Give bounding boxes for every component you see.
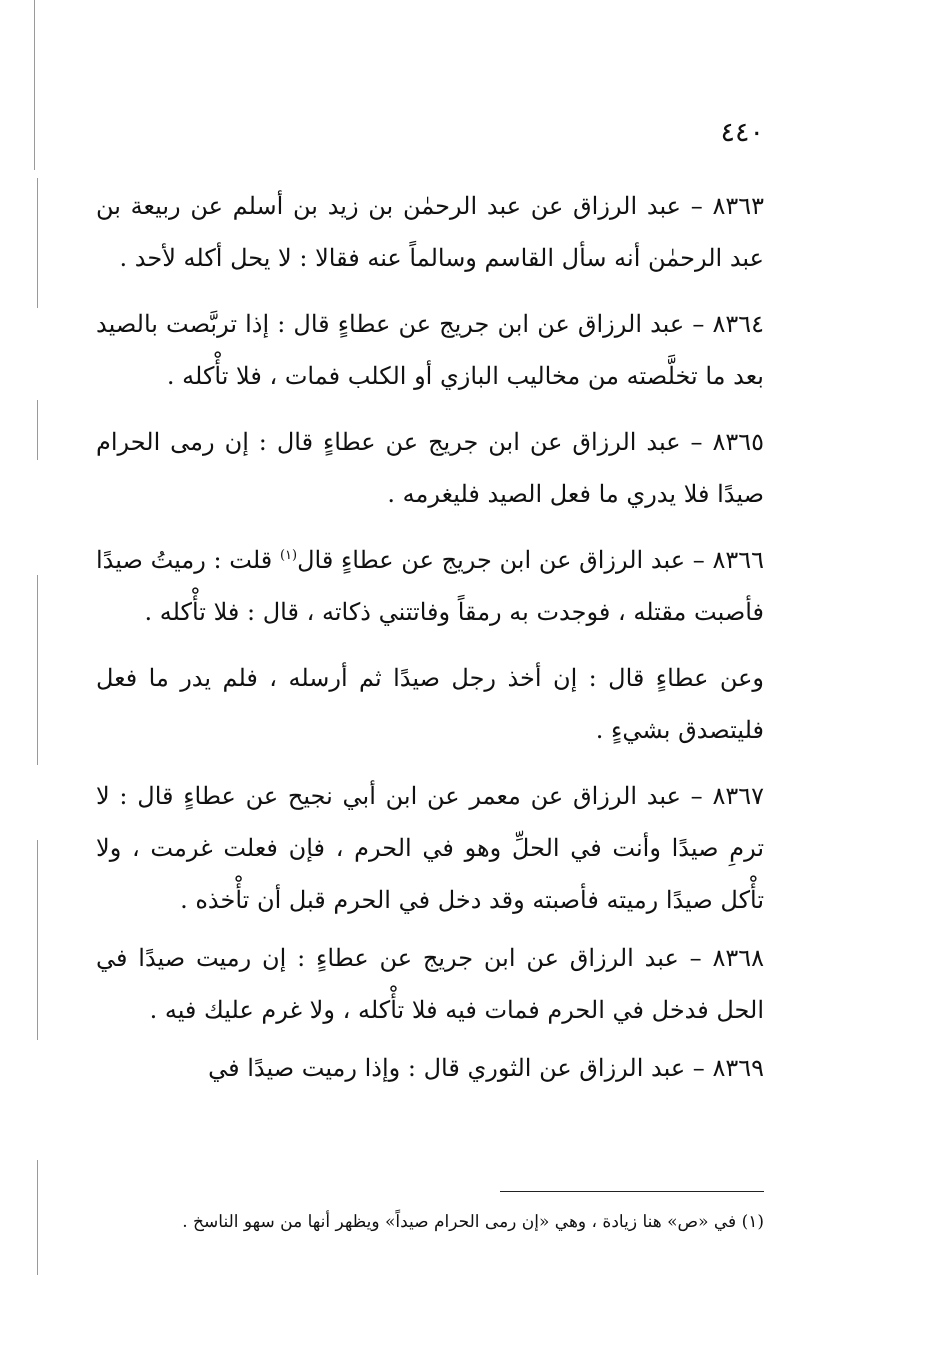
scan-margin-line	[37, 840, 38, 1040]
hadith-8366-chain: ٨٣٦٦ – عبد الرزاق عن ابن جريج عن عطاءٍ قال	[297, 546, 764, 574]
scan-margin-line	[37, 575, 38, 765]
hadith-8366	[96, 534, 764, 638]
hadith-8368: ٨٣٦٨ – عبد الرزاق عن ابن جريج عن عطاءٍ : إن رميت صيدًا في الحل فدخل في الحرم فمات فيه فلا تأْكله ، ولا غرم عليك فيه .	[96, 944, 764, 1024]
hadith-8369: ٨٣٦٩ – عبد الرزاق عن الثوري قال : وإذا رميت صيدًا في	[208, 1054, 764, 1082]
scan-margin-line	[37, 1160, 38, 1275]
scan-margin-line	[37, 178, 38, 308]
footnote-divider	[500, 1191, 764, 1192]
hadith-8364: ٨٣٦٤ – عبد الرزاق عن ابن جريج عن عطاءٍ قال : إذا تربَّصت بالصيد بعد ما تخلَّصته من مخاليب البازي أو الكلب فمات ، فلا تأْكله .	[96, 310, 764, 390]
hadith-8367: ٨٣٦٧ – عبد الرزاق عن معمر عن ابن أبي نجيح عن عطاءٍ قال : لا ترمِ صيدًا وأنت في الحلِّ وهو في الحرم ، فإن فعلت غرمت ، ولا تأْكل صيدًا رميته فأصبته وقد دخل في الحرم قبل أن تأْخذه .	[96, 782, 765, 914]
scan-margin-line	[34, 0, 35, 170]
page-number: ٤٤٠	[720, 117, 764, 148]
ata-saying: وعن عطاءٍ قال : إن أخذ رجل صيدًا ثم أرسله ، فلم يدر ما فعل فليتصدق بشيءٍ .	[96, 664, 764, 744]
hadith-8365: ٨٣٦٥ – عبد الرزاق عن ابن جريج عن عطاءٍ قال : إن رمى الحرام صيدًا فلا يدري ما فعل الصيد فليغرمه .	[96, 428, 764, 508]
scan-margin-line	[37, 400, 38, 460]
footnote-marker: (١)	[279, 548, 298, 563]
body-text	[96, 180, 764, 1100]
footnote: (١) في «ص» هنا زيادة ، وهي «إن رمى الحرام صيداً» ويظهر أنها من سهو الناسخ .	[182, 1212, 764, 1232]
hadith-8366-text: قلت : رميتُ صيدًا فأصبت مقتله ، فوجدت به رمقاً وفاتتني ذكاته ، قال : فلا تأْكله .	[96, 546, 764, 626]
hadith-8363: ٨٣٦٣ – عبد الرزاق عن عبد الرحمٰن بن زيد بن أسلم عن ربيعة بن عبد الرحمٰن أنه سأل القاسم وسالماً عنه فقالا : لا يحل أكله لأحد .	[96, 192, 764, 272]
